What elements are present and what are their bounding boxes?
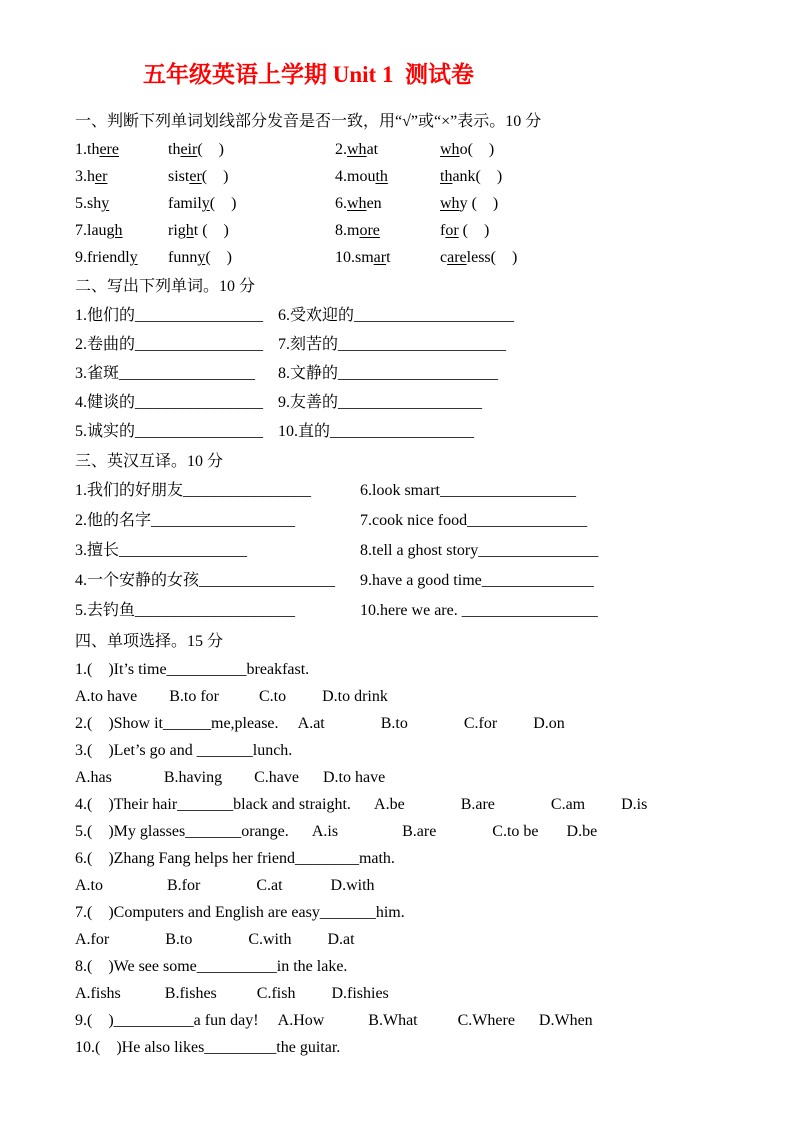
section-3-header: 三、英汉互译。10 分 (75, 453, 224, 470)
section-1-header: 一、判断下列单词划线部分发音是否一致，用“√”或“×”表示。10 分 (75, 113, 542, 130)
section-1-rows (75, 136, 753, 271)
choice-line: 5.( )My glasses_______orange. A.is B.are C.to be D.be (75, 823, 598, 840)
pronunciation-row (75, 163, 753, 190)
word-writing-row (75, 359, 753, 388)
choice-line: A.to have B.to for C.to D.to drink (75, 688, 388, 705)
section-4-header: 四、单项选择。15 分 (75, 633, 224, 650)
fill-in-cell: 3.擅长________________ (75, 542, 248, 559)
fill-in-cell: 7.cook nice food_______________ (360, 512, 588, 529)
choice-line: A.has B.having C.have D.to have (75, 769, 386, 786)
word-pair-cell: 1.there (75, 141, 119, 158)
fill-in-cell: 10.直的__________________ (278, 423, 475, 440)
word-writing-row (75, 301, 753, 330)
fill-in-cell: 1.我们的好朋友________________ (75, 482, 312, 499)
fill-in-cell: 7.刻苦的_____________________ (278, 336, 507, 353)
word-writing-row (75, 388, 753, 417)
word-pair-cell: sister( ) (168, 168, 229, 185)
fill-in-cell: 8.tell a ghost story_______________ (360, 542, 599, 559)
word-pair-cell: 7.laugh (75, 222, 123, 239)
choice-line: 9.( )__________a fun day! A.How B.What C.Where D.When (75, 1012, 593, 1029)
section-4-lines (75, 656, 753, 1061)
fill-in-cell: 2.卷曲的________________ (75, 336, 264, 353)
section-3-rows (75, 476, 753, 626)
word-pair-cell: their( ) (168, 141, 224, 158)
fill-in-cell: 6.受欢迎的____________________ (278, 307, 515, 324)
fill-in-cell: 5.去钓鱼____________________ (75, 602, 296, 619)
translation-row (75, 506, 753, 536)
word-pair-cell: right ( ) (168, 222, 229, 239)
pronunciation-row (75, 217, 753, 244)
translation-row (75, 476, 753, 506)
fill-in-cell: 8.文静的____________________ (278, 365, 499, 382)
choice-line: A.fishs B.fishes C.fish D.fishies (75, 985, 389, 1002)
word-pair-cell: who( ) (440, 141, 495, 158)
word-pair-cell: 4.mouth (335, 168, 388, 185)
word-pair-cell: careless( ) (440, 249, 518, 266)
page-title: 五年级英语上学期 Unit 1 测试卷 (143, 62, 474, 87)
pronunciation-row (75, 190, 753, 217)
translation-row (75, 536, 753, 566)
fill-in-cell: 4.健谈的________________ (75, 394, 264, 411)
word-pair-cell: 3.her (75, 168, 108, 185)
fill-in-cell: 3.雀斑_________________ (75, 365, 260, 382)
word-pair-cell: 2.what (335, 141, 379, 158)
fill-in-cell: 1.他们的________________ (75, 307, 264, 324)
fill-in-cell: 9.友善的__________________ (278, 394, 483, 411)
word-pair-cell: funny( ) (168, 249, 232, 266)
section-2-header: 二、写出下列单词。10 分 (75, 278, 256, 295)
fill-in-cell: 10.here we are. _________________ (360, 602, 598, 619)
word-pair-cell: 8.more (335, 222, 380, 239)
word-pair-cell: 5.shy (75, 195, 110, 212)
choice-line: 8.( )We see some__________in the lake. (75, 958, 348, 975)
fill-in-cell: 6.look smart_________________ (360, 482, 576, 499)
word-pair-cell: 10.smart (335, 249, 391, 266)
choice-line: A.to B.for C.at D.with (75, 877, 375, 894)
translation-row (75, 566, 753, 596)
choice-line: 6.( )Zhang Fang helps her friend________math. (75, 850, 395, 867)
translation-row (75, 596, 753, 626)
choice-line: 4.( )Their hair_______black and straight. A.be B.are C.am D.is (75, 796, 648, 813)
word-pair-cell: 6.when (335, 195, 382, 212)
choice-line: 10.( )He also likes_________the guitar. (75, 1039, 341, 1056)
word-writing-row (75, 417, 753, 446)
choice-line: 7.( )Computers and English are easy_______him. (75, 904, 405, 921)
word-pair-cell: for ( ) (440, 222, 490, 239)
pronunciation-row (75, 244, 753, 271)
choice-line: 3.( )Let’s go and _______lunch. (75, 742, 293, 759)
choice-line: 1.( )It’s time__________breakfast. (75, 661, 310, 678)
fill-in-cell: 9.have a good time______________ (360, 572, 594, 589)
word-pair-cell: thank( ) (440, 168, 503, 185)
fill-in-cell: 2.他的名字__________________ (75, 512, 296, 529)
section-2-rows (75, 301, 753, 446)
choice-line: 2.( )Show it______me,please. A.at B.to C.for D.on (75, 715, 565, 732)
choice-line: A.for B.to C.with D.at (75, 931, 355, 948)
fill-in-cell: 4.一个安静的女孩_________________ (75, 572, 336, 589)
fill-in-cell: 5.诚实的________________ (75, 423, 264, 440)
word-pair-cell: 9.friendly (75, 249, 138, 266)
word-pair-cell: family( ) (168, 195, 237, 212)
pronunciation-row (75, 136, 753, 163)
word-writing-row (75, 330, 753, 359)
word-pair-cell: why ( ) (440, 195, 499, 212)
